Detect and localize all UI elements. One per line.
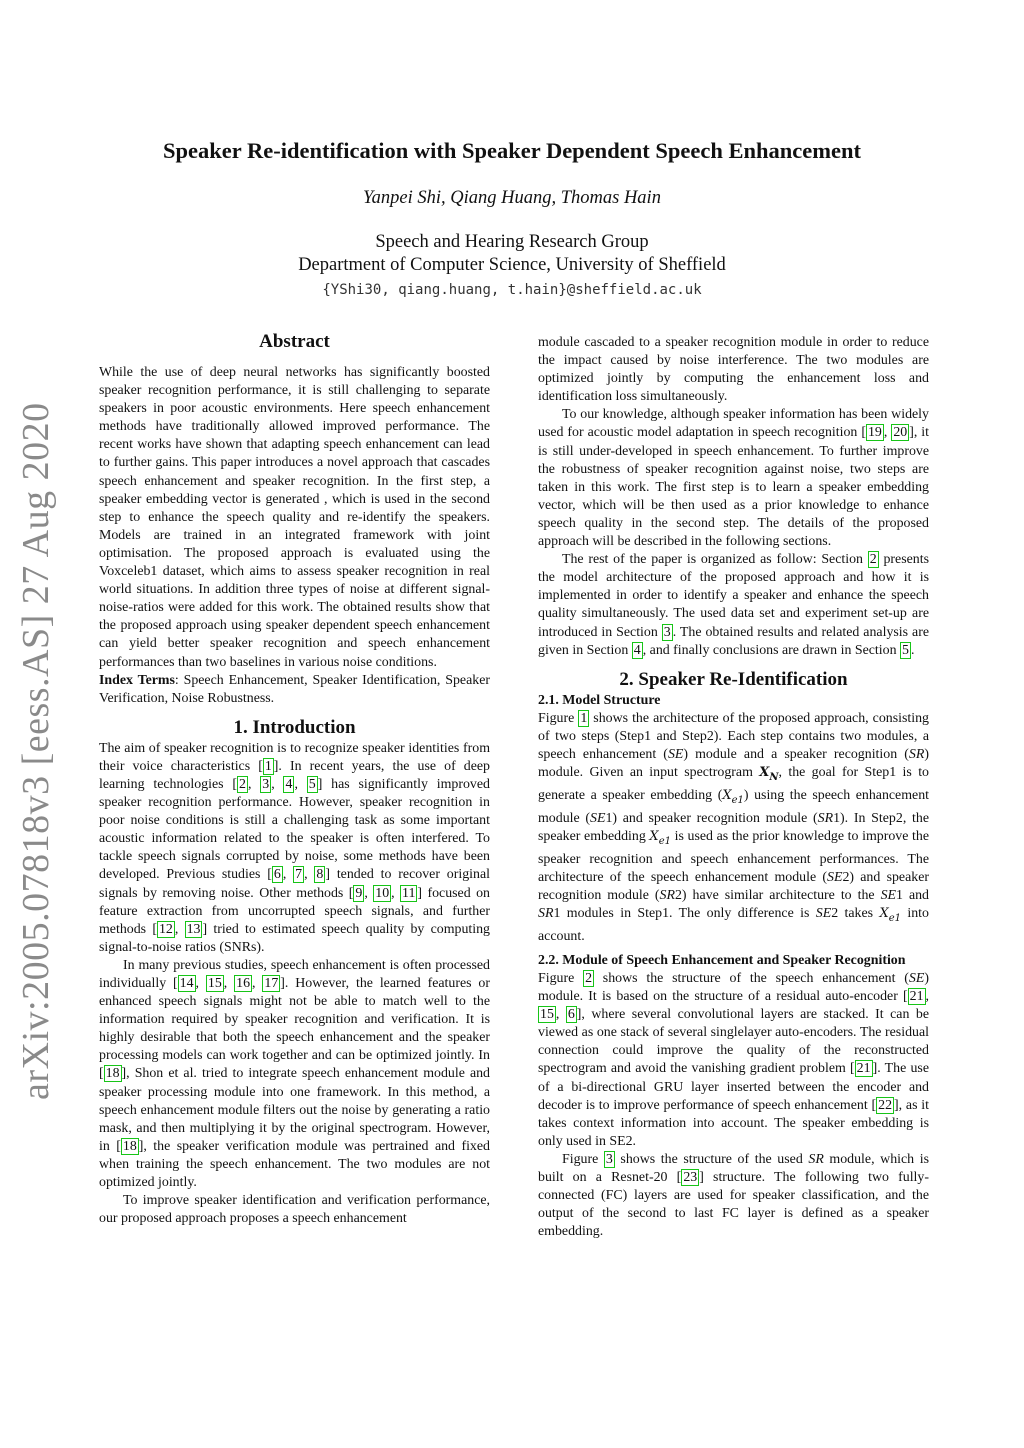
citation-link[interactable]: 1 bbox=[264, 758, 272, 774]
citation-link[interactable]: 22 bbox=[878, 1097, 893, 1113]
section-2-1-paragraph: Figure 1 shows the architecture of the proposed approach, consisting of two steps (Step1 and Step2). Each step contains two modules, a speech enhancement (SE) module and a speaker recognition (SR) module. Given an input spectrogram $X_N$, the goal for Step1 is to generate a speaker embedding $(X_{e1})$ using the speech enhancement module (SE1) and speaker recognition module (SR1). In Step2, the speaker embedding $X_{e1}$ is used as the prior knowledge to improve the speaker recognition and speech enhancement performances. The architecture of the speech enhancement module (SE2) and speaker recognition module (SR2) have similar architecture to the SE1 and SR1 modules in Step1. The only difference is SE2 takes $X_{e1}$ into account. bbox=[538, 710, 930, 944]
citation-link[interactable]: 3 bbox=[262, 776, 270, 792]
citation-link[interactable]: 20 bbox=[893, 425, 908, 441]
citation-link[interactable]: 5 bbox=[308, 776, 316, 792]
section-link[interactable]: 5 bbox=[902, 642, 909, 658]
citation-link[interactable]: 15 bbox=[207, 976, 222, 991]
citation-link[interactable]: 4 bbox=[285, 776, 293, 792]
right-column bbox=[538, 334, 929, 1241]
intro-paragraph-5: The rest of the paper is organized as follow: Section 2 presents the model architecture of the proposed approach and how it is implemented in order to identify a speaker and enhance the speech quality simultaneously. The used data set and experiment set-up are introduced in Section 3 . The obtained results and related analysis are given in Section 4 , and finally conclusions are drawn in Section 5 . bbox=[538, 552, 929, 658]
citation-link[interactable]: 18 bbox=[105, 1066, 120, 1082]
figure-link[interactable]: 2 bbox=[585, 970, 593, 986]
citation-link[interactable]: 19 bbox=[867, 425, 882, 441]
citation-link[interactable]: 17 bbox=[264, 976, 279, 991]
index-terms-label: Index Terms bbox=[99, 672, 175, 688]
citation-link[interactable]: 9 bbox=[355, 885, 363, 901]
citation-link[interactable]: 15 bbox=[540, 1007, 554, 1023]
subsection-2-2-heading: 2.2. Module of Speech Enhancement and Speaker Recognition bbox=[538, 952, 906, 968]
affiliation-department: Department of Computer Science, University of Sheffield bbox=[298, 255, 726, 275]
section-2-heading: 2. Speaker Re-Identification bbox=[619, 668, 848, 690]
citation-link[interactable]: 14 bbox=[179, 976, 194, 991]
index-terms bbox=[99, 672, 490, 708]
intro-paragraph-3-continued: module cascaded to a speaker recognition module in order to reduce the impact caused by noise interference. The two modules are optimized jointly by computing the enhancement loss and identification loss simultaneously. bbox=[538, 335, 929, 405]
section-2-2-paragraph-1: Figure 2 shows the structure of the speech enhancement (SE) module. It is based on the structure of a residual auto-encoder [ 21 , 15 , 6 ], where several convolutional layers are stacked. It can be viewed as one stack of several singlelayer auto-encoders. The residual connection could improve the quality of the reconstructed spectrogram and avoid the vanishing gradient problem [ 21 ]. The use of a bi-directional GRU layer inserted between the encoder and decoder is to improve performance of speech enhancement [ 22 ], as it takes context information into account. The speaker embedding is only used in SE2. bbox=[538, 970, 930, 1149]
citation-link[interactable]: 10 bbox=[375, 885, 390, 901]
citation-link[interactable]: 2 bbox=[238, 776, 246, 792]
citation-link[interactable]: 8 bbox=[316, 867, 324, 883]
citation-link[interactable]: 12 bbox=[158, 921, 173, 937]
index-terms-text: : Speech Enhancement, Speaker Identification, Speaker Verification, Noise Robustness. bbox=[99, 672, 490, 706]
left-column bbox=[99, 330, 490, 1228]
citation-link[interactable]: 13 bbox=[186, 921, 201, 937]
figure-link[interactable]: 1 bbox=[580, 710, 588, 726]
section-link[interactable]: 2 bbox=[869, 552, 877, 568]
citation-link[interactable]: 18 bbox=[122, 1138, 137, 1154]
citation-link[interactable]: 6 bbox=[567, 1007, 575, 1023]
figure-link[interactable]: 3 bbox=[605, 1151, 613, 1167]
citation-link[interactable]: 23 bbox=[683, 1169, 698, 1185]
affiliation-group: Speech and Hearing Research Group bbox=[375, 232, 649, 252]
authors: Yanpei Shi, Qiang Huang, Thomas Hain bbox=[363, 188, 661, 208]
intro-paragraph-4: To our knowledge, although speaker information has been widely used for acoustic model adaptation in speech recognition [ 19 , 20 ], it is still under-developed in speech enhancement. To further improve the robustness of speaker recognition against noise, two steps are taken in this work. The first step is to learn a speaker embedding vector, which will be then used as a prior knowledge to enhance speech quality in the second step. The details of the proposed approach will be described in the following sections. bbox=[538, 407, 930, 550]
intro-paragraph-2: In many previous studies, speech enhancement is often processed individually [ 14 , 15 , 16 , 17 ]. However, the learned features or enhanced speech signals might not be able to match well to the information required by speaker recognition and verification. It is highly desirable that both the speech enhancement and the speaker processing models can work together and can be optimized jointly. In [ 18 ], Shon et al. tried to integrate speech enhancement module and speaker processing module into one framework. In this method, a speech enhancement module filters out the noise by generating a ratio mask, and then multiplying it by the original spectrogram. However, in [ 18 ], the speaker verification module was pertrained and fixed when training the speech enhancement. The two modules are not optimized jointly. bbox=[99, 957, 490, 1191]
author-emails: {YShi30, qiang.huang, t.hain}@sheffield.ac.uk bbox=[322, 282, 702, 298]
citation-link[interactable]: 11 bbox=[402, 885, 416, 901]
citation-link[interactable]: 7 bbox=[295, 867, 303, 883]
abstract-heading: Abstract bbox=[259, 331, 330, 352]
intro-heading: 1. Introduction bbox=[233, 716, 356, 738]
citation-link[interactable]: 6 bbox=[273, 867, 281, 883]
arxiv-identifier: arXiv:2005.07818v3 [eess.AS] 27 Aug 2020 bbox=[15, 402, 57, 1100]
section-link[interactable]: 4 bbox=[633, 642, 641, 658]
subsection-2-1-heading: 2.1. Model Structure bbox=[538, 692, 661, 708]
section-2-2-paragraph-2: Figure 3 shows the structure of the used SR module, which is built on a Resnet-20 [ 23 ] structure. The following two fully-connected (FC) layers are used for speaker classification, and the output of the second to last FC layer is defined as a speaker embedding. bbox=[538, 1151, 929, 1240]
section-link[interactable]: 3 bbox=[663, 624, 671, 640]
paper-title: Speaker Re-identification with Speaker Dependent Speech Enhancement bbox=[163, 138, 861, 163]
intro-paragraph-1: The aim of speaker recognition is to recognize speaker identities from their voice characteristics [ 1 ]. In recent years, the use of deep learning technologies [ 2 , 3 , 4 , 5 ] has significantly improved speaker recognition performance. However, speaker recognition in poor noise conditions is still a challenging task as some important acoustic information related to the speaker is often interfered. To tackle speech signals corrupted by noise, some methods have been developed. Previous studies [ 6 , 7 , 8 ] tended to recover original signals by removing noise. Other methods [ 9 , 10 , 11 ] focused on feature extraction from uncorrupted speech signals, and further methods [ 12 , 13 ] tried to estimated speech quality by computing signal-to-noise ratios (SNRs). bbox=[99, 740, 491, 955]
intro-paragraph-3: To improve speaker identification and verification performance, our proposed approach proposes a speech enhancement bbox=[99, 1193, 490, 1227]
citation-link[interactable]: 21 bbox=[856, 1061, 871, 1077]
citation-link[interactable]: 16 bbox=[236, 976, 251, 991]
abstract-text: While the use of deep neural networks has significantly boosted speaker recognition performance, it is still challenging to separate speakers in poor acoustic environments. Here speech enhancement methods have traditionally allowed improved performance. The recent works have shown that adapting speech enhancement can lead to further gains. This paper introduces a novel approach that cascades speech enhancement and speaker recognition. In the first step, a speaker embedding vector is generated , which is used in the second step to enhance the speech quality and re-identify the speakers. Models are trained in an integrated framework with joint optimisation. The proposed approach is evaluated using the Voxceleb1 dataset, which aims to assess speaker recognition in real world situations. In addition three types of noise at different signal-noise-ratios were added for this work. The obtained results show that the proposed approach using speaker dependent speech enhancement can yield better speaker recognition and speech enhancement performances than two baselines in various noise conditions. bbox=[99, 365, 490, 670]
citation-link[interactable]: 21 bbox=[909, 989, 924, 1005]
